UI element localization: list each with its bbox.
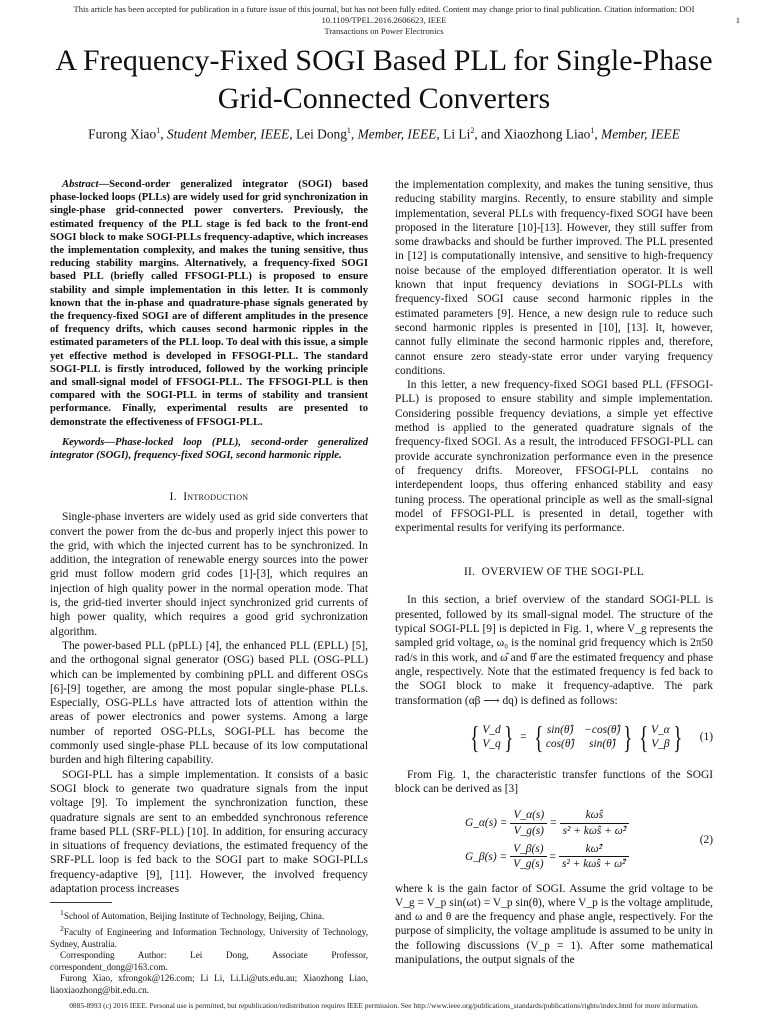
paragraph: the implementation complexity, and makes the tuning sensitive, thus reducing stability margins. Recently, to ensure stability and simple implementation, several PLLs with frequency-fixed SOGI have been proposed in the literature [10]-[13]. However, they still suffer from some drawbacks and should be further improved. The PLL presented in [12] is computationally intensive, and sensitive to high-frequency noise because of the employed differentiation operator. It is well known that input frequency deviations in SOGI-PLLs with frequency-fixed SOGI cause second harmonic ripples in the estimated parameters [9]. Hence, a new design rule to reduce such second harmonic ripples is presented in [10], [13]. It, however, cannot fully eliminate the second harmonic ripples and, therefore, cannot ensure zero steady-state error under varying frequency conditions. bbox=[395, 179, 713, 377]
equation-2 bbox=[395, 808, 713, 871]
author-role: Student Member, IEEE, bbox=[166, 126, 293, 142]
footnotes bbox=[50, 907, 368, 996]
matrix-entry: sin(θ̂) bbox=[546, 723, 574, 736]
right-column bbox=[395, 178, 713, 967]
footnote-marker: 2 bbox=[60, 923, 64, 933]
fraction-denominator: s² + kω̂s + ω̂² bbox=[562, 824, 627, 837]
author-name: Lei Dong bbox=[295, 126, 347, 142]
keywords-text: —Phase-locked loop (PLL), second-order generalized integrator (SOGI), frequency-fixed SOGI, second harmonic ripple. bbox=[50, 436, 368, 462]
affiliation-marker: 1 bbox=[156, 126, 161, 135]
section-heading-overview bbox=[395, 565, 713, 581]
matrix-entry: V_q bbox=[482, 737, 501, 750]
top-notice bbox=[28, 4, 740, 37]
author-name: Xiaozhong Liao bbox=[503, 126, 591, 142]
author-name: Li Li bbox=[443, 126, 471, 142]
paragraph: where k is the gain factor of SOGI. Assume the grid voltage to be V_g = V_p sin(ωt) = V_p sin(θ), where V_p is the voltage amplitude, and ω and θ are the frequency and phase angle, respectively. For the purpose of simplicity, the voltage amplitude is assumed to be unity in the following discussions (V_p = 1). After some mathematical manipulations, the output signals of the bbox=[395, 882, 713, 967]
matrix-entry: V_α bbox=[651, 723, 670, 736]
matrix-entry: −cos(θ̂) bbox=[584, 723, 621, 736]
fraction-numerator: V_β(s) bbox=[510, 842, 546, 857]
author-separator: , and bbox=[474, 126, 501, 142]
section-heading-introduction bbox=[50, 490, 368, 506]
park-transform: { V_d V_q } = { sin(θ̂) −cos(θ̂) cos(θ̂) sin(θ̂) } { V_α V_β } bbox=[470, 718, 682, 755]
abstract-text: —Second-order generalized integrator (SOGI) based phase-locked loops (PLLs) are widely used for grid synchronization in single-phase grid-connected power converters. Previously, the estimated frequency of the PLL stage is fed back to the front-end SOGI block to make SOGI-PLLs frequency-adaptive, which increases the implementation complexity, and makes the tuning sensitive, thus reducing stability margins. Alternatively, a frequency-fixed SOGI based PLL (briefly called FFSOGI-PLL) is proposed to ensure stability and simple implementation in this letter. It is commonly known that the in-phase and quadrature-phase signals generated by the frequency-fixed SOGI are of different amplitudes in the presence of frequency drifts, which causes second harmonic ripples in the estimated parameters of the PLL loop. To deal with this issue, a simple yet effective method is developed in FFSOGI-PLL. The standard SOGI-PLL is firstly introduced, followed by the working principle and small-signal model of FFSOGI-PLL. The FFSOGI-PLL is then compared with the SOGI-PLL in terms of stability and transient performance. Finally, experimental results are presented to demonstrate the effectiveness of FFSOGI-PLL. bbox=[50, 179, 368, 428]
author-name: Furong Xiao bbox=[88, 126, 157, 142]
fraction-numerator: kω̂s bbox=[560, 808, 630, 823]
footnote: Corresponding Author: Lei Dong, Associate Professor, correspondent_dong@163.com. bbox=[50, 950, 368, 972]
affiliation-marker: 1 bbox=[590, 126, 595, 135]
equation-number: (1) bbox=[699, 730, 713, 743]
equation-row: G_β(s) = $\frac{V\_\beta(s)}{V\_g(s)}$ = $\frac{\text{kω̂²}}{\text{s² + kω̂s + ω̂²}}$ bbox=[465, 842, 632, 872]
copyright-notice: 0885-8993 (c) 2016 IEEE. Personal use is permitted, but republication/redistribution requires IEEE permission. See http://www.ieee.org/publications_standards/publications/rights/index.html for more information. bbox=[69, 1001, 699, 1010]
left-column bbox=[50, 178, 368, 997]
matrix-entry: V_β bbox=[651, 737, 670, 750]
paragraph: Single-phase inverters are widely used as grid side converters that convert the power from the dc-bus and properly inject this power to the grid, with which the injected current has to be synchronized. In addition, the integration of renewable energy sources into the power grid must follow modern grid codes [1]-[3], which requires an injection of high quality power in the normal operation mode. That is, the grid-tied inverter should inject synchronized grid currents of high power quality, which requires a good grid sychronization algorithm. bbox=[50, 511, 368, 638]
paragraph: In this section, a brief overview of the standard SOGI-PLL is presented, followed by its small-signal model. The structure of the typical SOGI-PLL [9] is depicted in Fig. 1, where V_g represents the sampled grid voltage, ω₀ is the nominal grid frequency which is 2π50 rad/s in this work, and ω̂ and θ̂ are the estimated frequency and phase angle, respectively. Note that the estimated frequency is fed back to the SOGI block to make it frequency-adaptive. The park transformation (αβ ⟶ dq) is defined as follows: bbox=[395, 594, 713, 707]
abstract-label: Abstract bbox=[62, 179, 99, 190]
author-role: Member, IEEE bbox=[601, 126, 680, 142]
footnote bbox=[50, 923, 368, 950]
section-numeral: II. bbox=[463, 566, 476, 579]
paragraph: In this letter, a new frequency-fixed SOGI based PLL (FFSOGI-PLL) is proposed to ensure stability and simple implementation. Considering possible frequency deviations, a simple yet effective method is applied to the generated quadrature signals of the frequency-fixed SOGI. As a result, the introduced FFSOGI-PLL can provide accurate synchronization performance even in the presence of frequency drifts. Moreover, FFSOGI-PLL contains no interdependent loops, thus offering enhanced stability and easy tuning process. The operational principle as well as the small-signal model of FFSOGI-PLL is presented in detail, together with experimental results for verifying its performance. bbox=[395, 379, 713, 535]
equation-1 bbox=[395, 718, 713, 755]
author-line: Furong Xiao$^1$, Student Member, IEEE, Lei Dong$^1$, Member, IEEE, Li Li$^2$, and Xiaozhong Liao$^1$, Member, IEEE bbox=[88, 126, 680, 142]
author-role: Member, IEEE, bbox=[357, 126, 440, 142]
footnote-text: School of Automation, Beijing Institute of Technology, Beijing, China. bbox=[63, 911, 325, 922]
matrix-entry: V_d bbox=[482, 723, 501, 736]
equation-number: (2) bbox=[699, 833, 713, 846]
keywords-label: Keywords bbox=[62, 436, 105, 448]
equation-row: G_α(s) = $\frac{V\_\alpha(s)}{V\_g(s)}$ = $\frac{k\omegâs}{\text{s² + kω̂s + ω̂²}}$ bbox=[465, 808, 632, 838]
footnote-text: Faculty of Engineering and Information Technology, University of Technology, Sydney, Australia. bbox=[50, 927, 368, 949]
paragraph: The power-based PLL (pPLL) [4], the enhanced PLL (EPLL) [5], and the orthogonal signal generator (OSG) based PLL (OSG-PLL) which can be implemented by combining pPLL and different OSGs [6]-[9] together, are among the most popular single-phase PLLs. Especially, OSG-PLLs have attracted lots of attention within the areas of power electronics and power systems. Among a large number of reported OSG-PLLs, SOGI-PLL has become the commonly used single-phase PLL because of its low computational burden and high filtering capability. bbox=[50, 639, 368, 767]
matrix-entry: sin(θ̂) bbox=[589, 737, 616, 750]
equation-lhs: G_β(s) = bbox=[465, 850, 508, 863]
keywords bbox=[50, 436, 368, 462]
paragraph: From Fig. 1, the characteristic transfer functions of the SOGI block can be derived as [3] bbox=[395, 768, 713, 796]
footnote-marker: 1 bbox=[60, 908, 64, 918]
footnote-divider bbox=[50, 902, 112, 903]
section-numeral: I. bbox=[169, 491, 177, 504]
fraction-denominator: V_g(s) bbox=[513, 858, 544, 871]
journal-name: Transactions on Power Electronics bbox=[324, 26, 444, 36]
section-title: Introduction bbox=[183, 491, 249, 504]
citation-notice: This article has been accepted for publication in a future issue of this journal, but has not been fully edited. Content may change prior to final publication. Citation information: DOI 10.1109/TPEL.2016.2606623, IEEE bbox=[73, 4, 695, 25]
footnote: Furong Xiao, xfrongok@126.com; Li Li, Li.Li@uts.edu.au; Xiaozhong Liao, liaoxiaozhong@bit.edu.cn. bbox=[50, 973, 368, 995]
fraction-denominator: s² + kω̂s + ω̂² bbox=[561, 858, 626, 871]
affiliation-marker: 2 bbox=[470, 126, 475, 135]
footnote bbox=[50, 907, 368, 923]
abstract bbox=[50, 178, 368, 429]
paper-title: A Frequency-Fixed SOGI Based PLL for Single-Phase Grid-Connected Converters bbox=[55, 44, 713, 115]
page-number: 1 bbox=[735, 15, 740, 25]
paragraph: SOGI-PLL has a simple implementation. It consists of a basic SOGI block to generate two quadrature signals from the input voltage [9]. To implement the synchronization function, these quadrature signals are sent to an embedded synchronous reference frame based PLL (SRF-PLL) [10]. In addition, for ensuring accuracy in situations of frequency deviations, the estimated frequency of the SRF-PLL loop is fed back to the SOGI part to make SOGI-PLLs frequency-adaptive [9], [11]. However, the involved frequency adaptation process increases bbox=[50, 768, 368, 895]
fraction-denominator: V_g(s) bbox=[513, 824, 544, 837]
affiliation-marker: 1 bbox=[346, 126, 351, 135]
fraction-numerator: V_α(s) bbox=[510, 808, 547, 823]
fraction-numerator: kω̂² bbox=[559, 842, 629, 857]
sogi-transfer-functions bbox=[465, 808, 632, 871]
matrix-entry: cos(θ̂) bbox=[545, 737, 575, 750]
equation-lhs: G_α(s) = bbox=[465, 817, 508, 830]
section-title: OVERVIEW OF THE SOGI-PLL bbox=[481, 566, 645, 579]
